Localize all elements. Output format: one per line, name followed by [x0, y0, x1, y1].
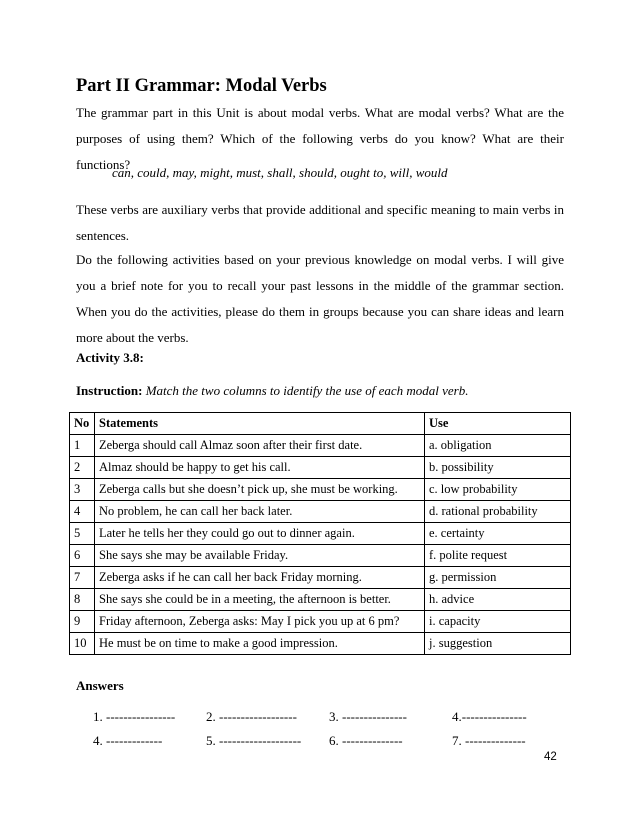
- table-row: [70, 457, 571, 479]
- page-heading: Part II Grammar: Modal Verbs: [76, 76, 327, 96]
- row-use: a. obligation: [425, 435, 571, 457]
- matching-table: [69, 412, 571, 655]
- page-number: 42: [544, 751, 557, 763]
- answer-blank[interactable]: 4.---------------: [452, 709, 527, 724]
- modal-verb-list: can, could, may, might, must, shall, should, ought to, will, would: [112, 165, 448, 180]
- row-statement: Zeberga should call Almaz soon after their first date.: [95, 435, 425, 457]
- table-row: [70, 545, 571, 567]
- row-statement: She says she may be available Friday.: [95, 545, 425, 567]
- answer-blank[interactable]: 4. -------------: [93, 733, 163, 748]
- row-statement: She says she could be in a meeting, the afternoon is better.: [95, 589, 425, 611]
- row-statement: He must be on time to make a good impression.: [95, 633, 425, 655]
- answers-title: Answers: [76, 678, 124, 693]
- instruction-text: Match the two columns to identify the use of each modal verb.: [145, 383, 469, 398]
- answer-blank[interactable]: 6. --------------: [329, 733, 403, 748]
- row-use: f. polite request: [425, 545, 571, 567]
- answer-blank[interactable]: 5. -------------------: [206, 733, 302, 748]
- intro-paragraph: The grammar part in this Unit is about modal verbs. What are modal verbs? What are the purposes of using them? Which of the following verbs do you know? What are their functions?: [76, 105, 564, 172]
- table-row: [70, 633, 571, 655]
- definition-paragraph: These verbs are auxiliary verbs that provide additional and specific meaning to main verbs in sentences.: [76, 202, 564, 243]
- row-statement: Almaz should be happy to get his call.: [95, 457, 425, 479]
- row-use: g. permission: [425, 567, 571, 589]
- row-number: 5: [70, 523, 95, 545]
- answer-blank[interactable]: 7. --------------: [452, 733, 526, 748]
- row-number: 6: [70, 545, 95, 567]
- row-number: 7: [70, 567, 95, 589]
- activity-title: Activity 3.8:: [76, 350, 144, 365]
- table-row: [70, 611, 571, 633]
- table-row: [70, 589, 571, 611]
- row-use: h. advice: [425, 589, 571, 611]
- answer-blank[interactable]: 3. ---------------: [329, 709, 407, 724]
- table-row: [70, 501, 571, 523]
- row-use: c. low probability: [425, 479, 571, 501]
- row-statement: Later he tells her they could go out to dinner again.: [95, 523, 425, 545]
- row-statement: No problem, he can call her back later.: [95, 501, 425, 523]
- table-row: [70, 523, 571, 545]
- row-statement: Zeberga asks if he can call her back Friday morning.: [95, 567, 425, 589]
- row-use: i. capacity: [425, 611, 571, 633]
- instruction: [76, 378, 564, 404]
- header-no: No: [70, 413, 95, 435]
- answer-blank[interactable]: 1. ----------------: [93, 709, 176, 724]
- table-row: [70, 435, 571, 457]
- row-use: e. certainty: [425, 523, 571, 545]
- row-use: d. rational probability: [425, 501, 571, 523]
- row-number: 9: [70, 611, 95, 633]
- row-number: 2: [70, 457, 95, 479]
- answer-blank[interactable]: 2. ------------------: [206, 709, 297, 724]
- header-use: Use: [425, 413, 571, 435]
- row-use: b. possibility: [425, 457, 571, 479]
- header-statements: Statements: [95, 413, 425, 435]
- row-number: 8: [70, 589, 95, 611]
- row-statement: Zeberga calls but she doesn’t pick up, she must be working.: [95, 479, 425, 501]
- row-statement: Friday afternoon, Zeberga asks: May I pick you up at 6 pm?: [95, 611, 425, 633]
- activities-paragraph: Do the following activities based on your previous knowledge on modal verbs. I will give you a brief note for you to recall your past lessons in the middle of the grammar section. When you do the activities, please do them in groups because you can share ideas and learn more about the verbs.: [76, 252, 564, 345]
- row-number: 1: [70, 435, 95, 457]
- row-use: j. suggestion: [425, 633, 571, 655]
- instruction-label: Instruction:: [76, 383, 143, 398]
- table-row: [70, 567, 571, 589]
- row-number: 3: [70, 479, 95, 501]
- table-header-row: [70, 413, 571, 435]
- row-number: 4: [70, 501, 95, 523]
- row-number: 10: [70, 633, 95, 655]
- table-row: [70, 479, 571, 501]
